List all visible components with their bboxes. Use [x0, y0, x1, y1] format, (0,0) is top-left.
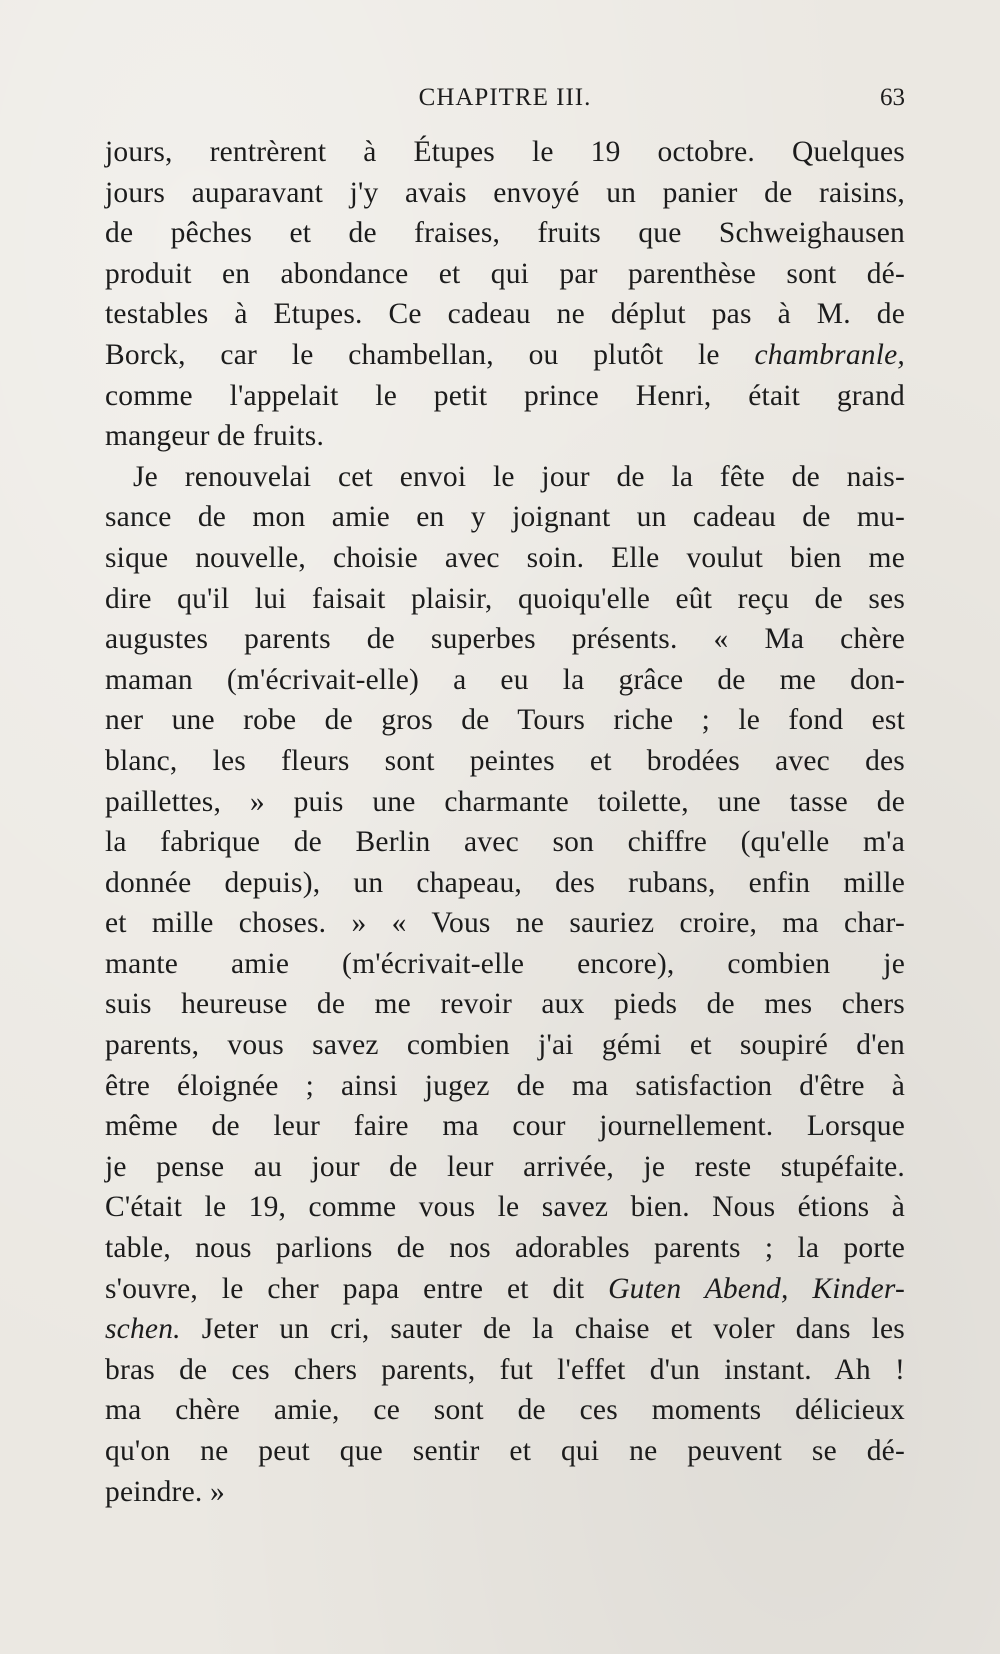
text-line: jours auparavant j'y avais envoyé un panier de raisins,	[105, 176, 905, 209]
text-line: être éloignée ; ainsi jugez de ma satisfaction d'être à	[105, 1069, 905, 1102]
text-line: C'était le 19, comme vous le savez bien. Nous étions à	[105, 1191, 905, 1224]
text-line: même de leur faire ma cour journellement. Lorsque	[105, 1110, 905, 1143]
body-text	[105, 132, 905, 1512]
italic-word: chambranle,	[754, 338, 905, 371]
text-line: sique nouvelle, choisie avec soin. Elle voulut bien me	[105, 541, 905, 574]
text-segment: s'ouvre, le cher papa entre et dit	[105, 1272, 609, 1305]
text-line: qu'on ne peut que sentir et qui ne peuvent se dé-	[105, 1435, 905, 1467]
text-line: sance de mon amie en y joignant un cadeau de mu-	[105, 501, 905, 534]
text-line	[105, 335, 905, 376]
text-line: blanc, les fleurs sont peintes et brodées avec des	[105, 744, 905, 777]
text-line: peindre. »	[105, 1475, 225, 1508]
text-line	[105, 1309, 905, 1350]
text-line: de pêches et de fraises, fruits que Schweighausen	[105, 217, 905, 250]
text-line: produit en abondance et qui par parenthèse sont dé-	[105, 257, 905, 290]
text-line: bras de ces chers parents, fut l'effet d'un instant. Ah !	[105, 1353, 905, 1386]
text-segment: Borck, car le chambellan, ou plutôt le	[105, 338, 755, 371]
text-line: Je renouvelai cet envoi le jour de la fête de nais-	[133, 460, 905, 493]
text-line: parents, vous savez combien j'ai gémi et soupiré d'en	[105, 1029, 905, 1062]
text-line: ma chère amie, ce sont de ces moments délicieux	[105, 1394, 905, 1427]
text-line: et mille choses. » « Vous ne sauriez croire, ma char-	[105, 907, 905, 940]
italic-word: schen.	[105, 1313, 181, 1346]
running-head	[105, 78, 905, 118]
page-number: 63	[880, 84, 905, 111]
text-line: augustes parents de superbes présents. « Ma chère	[105, 623, 905, 656]
chapter-title: CHAPITRE III.	[418, 84, 592, 111]
text-line: testables à Etupes. Ce cadeau ne déplut pas à M. de	[105, 298, 905, 331]
text-line: jours, rentrèrent à Étupes le 19 octobre. Quelques	[105, 136, 905, 168]
text-line: donnée depuis), un chapeau, des rubans, enfin mille	[105, 866, 905, 899]
text-line: la fabrique de Berlin avec son chiffre (qu'elle m'a	[105, 826, 905, 859]
text-segment: Jeter un cri, sauter de la chaise et voler dans les	[180, 1313, 905, 1346]
text-line: mangeur de fruits.	[105, 420, 325, 453]
text-line: suis heureuse de me revoir aux pieds de mes chers	[105, 988, 905, 1021]
text-line: ner une robe de gros de Tours riche ; le fond est	[105, 704, 905, 737]
text-line: maman (m'écrivait-elle) a eu la grâce de me don-	[105, 663, 905, 696]
text-line: je pense au jour de leur arrivée, je reste stupéfaite.	[105, 1150, 905, 1183]
text-line: dire qu'il lui faisait plaisir, quoiqu'elle eût reçu de ses	[105, 582, 905, 615]
text-line: paillettes, » puis une charmante toilette, une tasse de	[105, 785, 905, 818]
text-line	[105, 1269, 905, 1310]
italic-phrase: Guten Abend, Kinder-	[608, 1272, 905, 1305]
text-line: mante amie (m'écrivait-elle encore), combien je	[105, 947, 905, 980]
text-line: comme l'appelait le petit prince Henri, était grand	[105, 379, 905, 412]
text-line: table, nous parlions de nos adorables parents ; la porte	[105, 1232, 905, 1265]
